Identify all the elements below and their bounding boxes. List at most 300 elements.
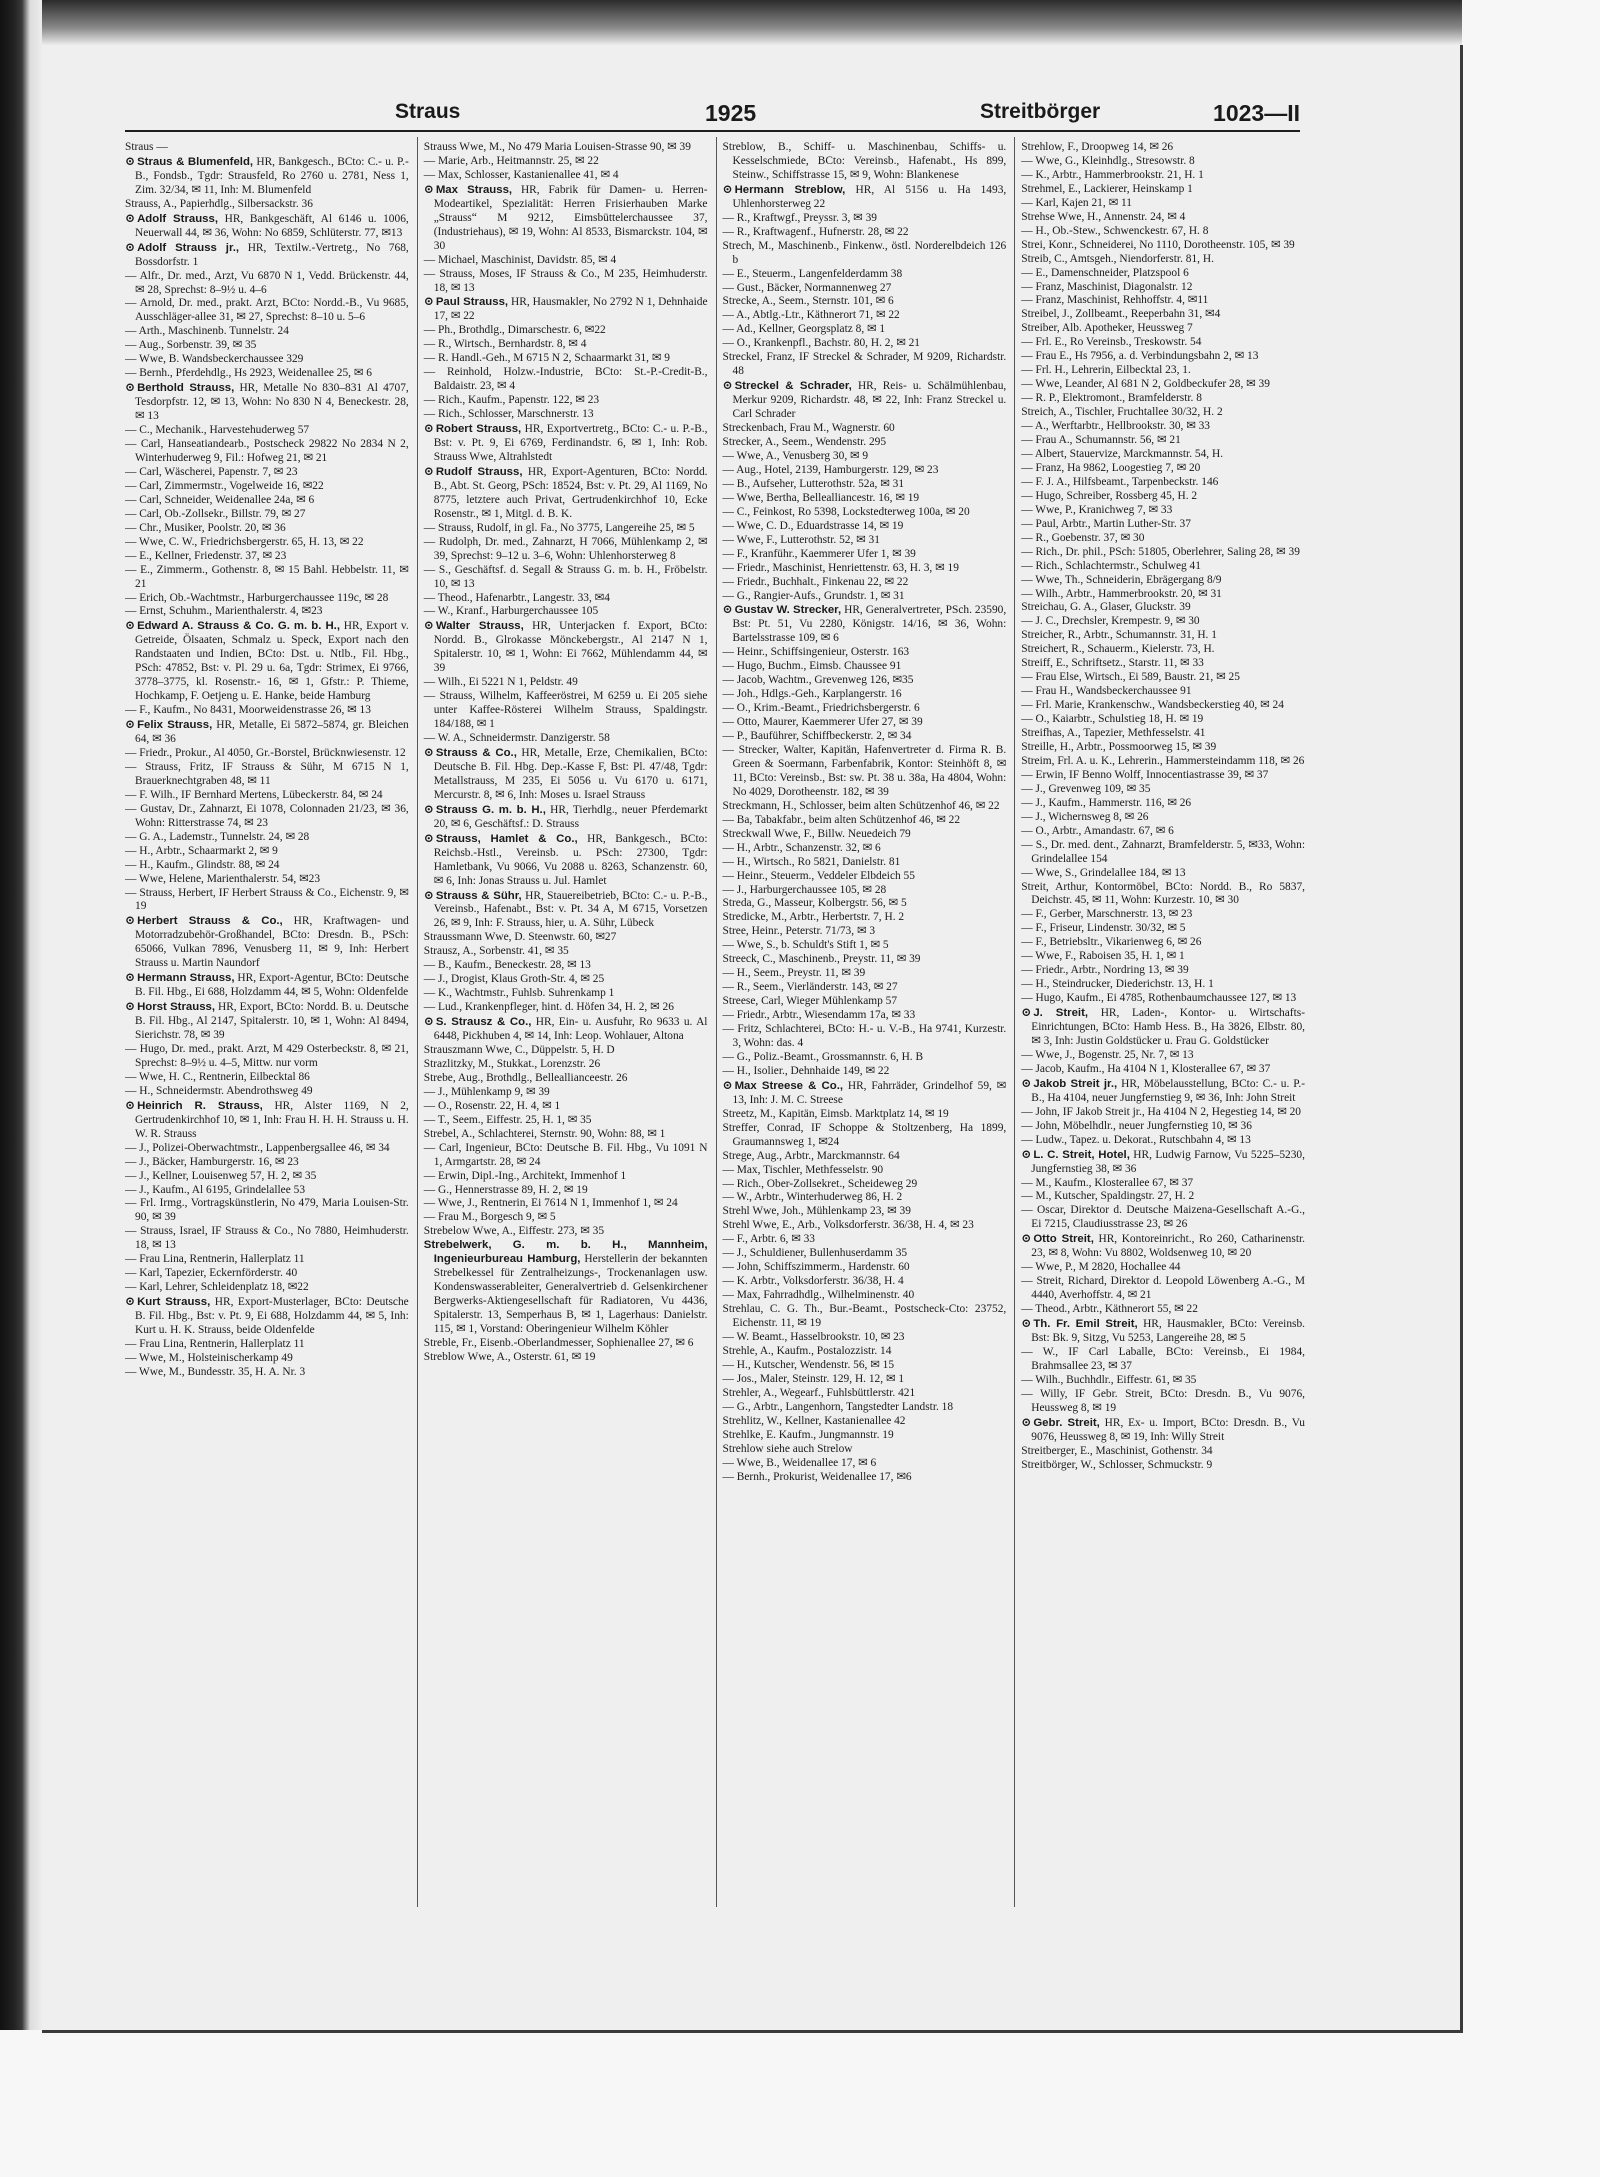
directory-entry — [723, 492, 1007, 506]
entry-text: Streichert, R., Schauerm., Kielerstr. 73, H. — [1021, 643, 1215, 656]
entry-text: Strebelow Wwe, A., Eiffestr. 273, ✉ 35 — [423, 1225, 605, 1238]
entry-text: Wwe, P., Kranichweg 7, ✉ 33 — [1035, 503, 1173, 516]
directory-entry — [424, 522, 708, 536]
entry-text: Strehlau, C. G. Th., Bur.-Beamt., Postscheck-Cto: 23752, Eichenstr. 11, ✉ 19 — [722, 1303, 1007, 1330]
entry-text: Wwe, F., Raboisen 35, H. 1, ✉ 1 — [1035, 950, 1185, 963]
directory-entry — [1021, 239, 1305, 253]
directory-entry — [1021, 1006, 1305, 1049]
directory-entry — [723, 1150, 1007, 1164]
directory-entry — [1021, 629, 1305, 643]
directory-entry — [723, 1079, 1007, 1108]
entry-text: Max, Tischler, Methfesselstr. 90 — [736, 1163, 884, 1176]
entry-text: W. Beamt., Hasselbrookstr. 10, ✉ 23 — [736, 1331, 905, 1344]
entry-text: Carl, Ingenieur, BCto: Deutsche B. Fil. Hbg., Vu 1091 N 1, Armgartstr. 28, ✉ 24 — [433, 1141, 708, 1168]
entry-text: Strehle, A., Kaufm., Postalozzistr. 14 — [722, 1344, 892, 1357]
directory-entry — [1021, 518, 1305, 532]
entry-text: Streim, Frl. A. u. K., Lehrerin., Hammersteindamm 118, ✉ 26 — [1021, 754, 1305, 767]
firm-name: Rudolf Strauss, — [435, 465, 523, 478]
entry-text: Streifhas, A., Tapezier, Methfesselstr. 41 — [1021, 727, 1206, 740]
entry-text: HR, Stauereibetrieb, BCto: C.- u. P.-B., Vereinsb., Hafenabt., Bst: v. Pt. 34 A, M 6715, Vorsetzen 26, ✉ 9, Inh: F. Strauss, hier, u. A. Sühr, Lübeck — [433, 889, 708, 930]
directory-entry — [723, 309, 1007, 323]
directory-entry — [1021, 615, 1305, 629]
entry-text: Franz, Ha 9862, Loogestieg 7, ✉ 20 — [1035, 461, 1201, 474]
entry-text: Gust., Bäcker, Normannenweg 27 — [736, 281, 892, 294]
entry-text: Arth., Maschinenb. Tunnelstr. 24 — [138, 325, 289, 338]
directory-entry — [723, 337, 1007, 351]
directory-entry — [1021, 155, 1305, 169]
directory-entry — [125, 619, 409, 704]
directory-entry — [723, 1009, 1007, 1023]
firm-bullet-icon: ⊙ — [423, 618, 434, 633]
directory-entry — [125, 212, 409, 241]
directory-entry — [424, 394, 708, 408]
directory-entry — [125, 1338, 409, 1352]
directory-entry — [125, 1085, 409, 1099]
entry-text: H., Schneidermstr. Abendrothsweg 49 — [139, 1084, 313, 1097]
directory-entry — [723, 1108, 1007, 1122]
firm-bullet-icon: ⊙ — [423, 421, 434, 436]
entry-text: Strecker, A., Seem., Wendenstr. 295 — [722, 436, 887, 449]
entry-text: Rich., Schlosser, Marschnerstr. 13 — [438, 408, 594, 421]
entry-text: Strehlow, F., Droopweg 14, ✉ 26 — [1021, 141, 1174, 153]
directory-entry — [723, 1233, 1007, 1247]
directory-entry — [723, 911, 1007, 925]
directory-entry — [723, 842, 1007, 856]
directory-entry — [1021, 657, 1305, 671]
directory-entry — [125, 325, 409, 339]
entry-text: Heinr., Schiffsingenieur, Osterstr. 163 — [736, 646, 910, 659]
entry-text: Strehmel, E., Lackierer, Heinskamp 1 — [1021, 182, 1193, 195]
entry-text: Jacob, Kaufm., Ha 4104 N 1, Klosterallee 67, ✉ 37 — [1035, 1062, 1271, 1075]
entry-text: Streese, Carl, Wieger Mühlenkamp 57 — [722, 995, 898, 1008]
entry-text: Ba, Tabakfabr., beim alten Schützenhof 46, ✉ 22 — [736, 813, 961, 826]
firm-name: L. C. Streit, Hotel, — [1033, 1148, 1130, 1161]
entry-text: J., Harburgerchaussee 105, ✉ 28 — [736, 883, 887, 896]
directory-entry — [1021, 1120, 1305, 1134]
directory-entry — [424, 422, 708, 465]
entry-text: Carl, Wäscherei, Papenstr. 7, ✉ 23 — [139, 465, 298, 478]
entry-text: Streckmann, H., Schlosser, beim alten Schützenhof 46, ✉ 22 — [722, 799, 1000, 812]
entry-text: B., Kaufm., Beneckestr. 28, ✉ 13 — [438, 959, 591, 972]
directory-entry — [424, 352, 708, 366]
directory-entry — [125, 522, 409, 536]
entry-text: Frau Lina, Rentnerin, Hallerplatz 11 — [139, 1338, 305, 1351]
directory-entry — [424, 141, 708, 155]
entry-text: Albert, Stauervize, Marckmannstr. 54, H. — [1034, 447, 1224, 460]
directory-entry — [1021, 1106, 1305, 1120]
directory-entry — [723, 351, 1007, 379]
firm-name: Hermann Streblow, — [734, 183, 846, 196]
entry-text: Streille, H., Arbtr., Possmoorweg 15, ✉ 39 — [1021, 740, 1217, 753]
firm-bullet-icon: ⊙ — [423, 294, 434, 309]
directory-entry — [1021, 1261, 1305, 1275]
directory-entry — [125, 605, 409, 619]
entry-text: Strehler, A., Wegearf., Fuhlsbüttlerstr. 421 — [722, 1386, 916, 1399]
entry-text: K., Arbtr., Hammerbrookstr. 21, H. 1 — [1035, 168, 1204, 181]
directory-entry — [1021, 350, 1305, 364]
entry-text: W., IF Carl Laballe, BCto: Vereinsb., Ei 1984, Brahmsallee 23, ✉ 37 — [1031, 1345, 1305, 1372]
directory-entry — [125, 1295, 409, 1338]
entry-text: Wwe, B. Wandsbeckerchaussee 329 — [139, 353, 304, 366]
firm-name: Max Streese & Co., — [734, 1079, 844, 1092]
entry-text: Hugo, Schreiber, Rossberg 45, H. 2 — [1035, 489, 1198, 502]
entry-text: G., Hennerstrasse 89, H. 2, ✉ 19 — [438, 1183, 588, 1196]
directory-entry — [1021, 211, 1305, 225]
firm-name: Adolf Strauss jr., — [137, 241, 240, 254]
entry-text: M., Kaufm., Klosterallee 67, ✉ 37 — [1035, 1176, 1194, 1189]
directory-entry — [1021, 713, 1305, 727]
entry-text: Heinr., Steuerm., Veddeler Elbdeich 55 — [736, 869, 915, 882]
directory-entry — [125, 297, 409, 325]
directory-entry — [1021, 574, 1305, 588]
entry-text: Streffer, Conrad, IF Schoppe & Stoltzenberg, Ha 1899, Graumannsweg 1, ✉24 — [722, 1121, 1007, 1148]
directory-entry — [723, 268, 1007, 282]
entry-text: Chr., Musiker, Poolstr. 20, ✉ 36 — [139, 521, 286, 534]
firm-bullet-icon: ⊙ — [125, 239, 136, 254]
entry-text: Streckel, Franz, IF Streckel & Schrader, M 9209, Richardstr. 48 — [722, 351, 1007, 378]
directory-entry — [125, 141, 409, 155]
directory-entry — [125, 1099, 409, 1142]
directory-entry — [424, 619, 708, 676]
entry-text: Streichau, G. A., Glaser, Gluckstr. 39 — [1021, 601, 1191, 614]
entry-text: H., Steindrucker, Diederichstr. 13, H. 1 — [1035, 978, 1214, 991]
directory-entry — [723, 548, 1007, 562]
directory-entry — [125, 704, 409, 718]
scan-dark-edge — [0, 0, 42, 2030]
entry-text: Rich., Schlachtermstr., Schulweg 41 — [1035, 559, 1201, 572]
directory-entry — [125, 438, 409, 466]
firm-bullet-icon: ⊙ — [1021, 1414, 1032, 1429]
directory-entry — [723, 1023, 1007, 1051]
directory-entry — [125, 789, 409, 803]
directory-entry — [1021, 141, 1305, 155]
firm-bullet-icon: ⊙ — [125, 717, 136, 732]
directory-entry — [424, 732, 708, 746]
entry-text: Ad., Kellner, Georgsplatz 8, ✉ 1 — [736, 323, 886, 336]
column-3 — [716, 137, 1007, 1907]
entry-text: Friedr., Buchhalt., Finkenau 22, ✉ 22 — [736, 575, 909, 588]
entry-text: Rich., Dr. phil., PSch: 51805, Oberlehrer, Saling 28, ✉ 39 — [1035, 545, 1300, 558]
directory-entry — [125, 1142, 409, 1156]
page-number: 1023—II — [1213, 100, 1300, 126]
directory-entry — [1021, 936, 1305, 950]
entry-text: Ph., Brothdlg., Dimarschestr. 6, ✉22 — [438, 324, 606, 337]
directory-entry — [723, 240, 1007, 268]
directory-entry — [1021, 685, 1305, 699]
directory-entry — [723, 828, 1007, 842]
directory-entry — [424, 605, 708, 619]
directory-entry — [1021, 560, 1305, 574]
directory-entry — [1021, 908, 1305, 922]
entry-text: John, Möbelhdlr., neuer Jungfernstieg 10, ✉ 36 — [1035, 1119, 1252, 1132]
entry-text: G., Arbtr., Langenhorn, Tangstedter Landstr. 18 — [736, 1400, 954, 1413]
entry-text: John, Schiffszimmerm., Hardenstr. 60 — [736, 1261, 910, 1274]
directory-entry — [424, 1225, 708, 1239]
directory-entry — [1021, 922, 1305, 936]
directory-entry — [424, 366, 708, 394]
directory-entry — [125, 536, 409, 550]
entry-text: F. J. A., Hilfsbeamt., Tarpenbeckstr. 146 — [1035, 475, 1219, 488]
directory-entry — [1021, 867, 1305, 881]
firm-name: Paul Strauss, — [435, 296, 509, 309]
directory-entry — [723, 534, 1007, 548]
entry-text: Friedr., Arbtr., Wiesendamm 17a, ✉ 33 — [736, 1009, 916, 1022]
directory-entry — [723, 884, 1007, 898]
directory-entry — [125, 803, 409, 831]
directory-entry — [125, 718, 409, 747]
directory-entry — [125, 859, 409, 873]
firm-bullet-icon: ⊙ — [722, 602, 733, 617]
firm-bullet-icon: ⊙ — [125, 618, 136, 633]
entry-text: Strehlow siehe auch Strelow — [722, 1442, 853, 1455]
directory-entry — [723, 450, 1007, 464]
entry-text: O., Rosenstr. 22, H. 4, ✉ 1 — [438, 1099, 561, 1112]
entry-text: Strauss, Moses, IF Strauss & Co., M 235, Heimhuderstr. 18, ✉ 13 — [433, 267, 708, 294]
directory-entry — [723, 212, 1007, 226]
entry-text: H., Ob.-Stew., Schwenckestr. 67, H. 8 — [1035, 224, 1209, 237]
entry-text: O., Kaiarbtr., Schulstieg 18, H. ✉ 19 — [1035, 713, 1204, 726]
entry-text: Wwe, F., Lutterothstr. 52, ✉ 31 — [736, 533, 880, 546]
directory-entry — [1021, 420, 1305, 434]
entry-text: T., Seem., Eiffestr. 25, H. 1, ✉ 35 — [437, 1113, 592, 1126]
firm-bullet-icon: ⊙ — [722, 378, 733, 393]
directory-entry — [723, 674, 1007, 688]
entry-text: Strei, Konr., Schneiderei, No 1110, Dorotheenstr. 105, ✉ 39 — [1021, 238, 1295, 251]
entry-text: HR, Ludwig Farnow, Vu 5225–5230, Jungfernstieg 38, ✉ 36 — [1031, 1148, 1305, 1175]
entry-text: Gustav, Dr., Zahnarzt, Ei 1078, Colonnaden 21/23, ✉ 36, Wohn: Ritterstrasse 74, ✉ 23 — [135, 802, 409, 829]
directory-entry — [723, 953, 1007, 967]
directory-entry — [1021, 1077, 1305, 1106]
directory-entry — [723, 702, 1007, 716]
firm-name: Walter Strauss, — [435, 620, 524, 633]
entry-text: O., Krim.-Beamt., Friedrichsbergerstr. 6 — [736, 702, 920, 715]
entry-text: HR, Al 5156 u. Ha 1493, Uhlenhorsterweg 22 — [732, 183, 1007, 210]
directory-entry — [1021, 811, 1305, 825]
directory-entry — [125, 1043, 409, 1071]
entry-text: J., Wichernsweg 8, ✉ 26 — [1035, 810, 1149, 823]
directory-entry — [1021, 741, 1305, 755]
directory-entry — [723, 660, 1007, 674]
entry-text: Streckwall Wwe, F., Billw. Neuedeich 79 — [722, 827, 911, 840]
entry-text: Alfr., Dr. med., Arzt, Vu 6870 N 1, Vedd. Brückenstr. 44, ✉ 28, Sprechst: 8–9½ u. 4–6 — [135, 269, 409, 296]
entry-text: HR, Metalle, Erze, Chemikalien, BCto: Deutsche B. Fil. Hbg. Dep.-Kasse F, Bst: Pl. 47/48, Tgdr: Metallstrauss, M 235, Ei 5056 u. Vu 6170 u. 6171, Mercurstr. 8, ✉ 6, Inh: Moses u. Israel Strauss — [433, 746, 708, 801]
directory-entry — [125, 1267, 409, 1281]
entry-text: Carl, Ob.-Zollsekr., Billstr. 79, ✉ 27 — [139, 507, 306, 520]
entry-text: Streeck, C., Maschinenb., Preystr. 11, ✉ 39 — [722, 953, 921, 966]
entry-text: H., Kutscher, Wendenstr. 56, ✉ 15 — [736, 1358, 895, 1371]
entry-text: M., Kutscher, Spaldingstr. 27, H. 2 — [1035, 1190, 1195, 1203]
directory-entry — [125, 1225, 409, 1253]
entry-text: Strehl Wwe, E., Arb., Volksdorferstr. 36/38, H. 4, ✉ 23 — [722, 1219, 974, 1232]
entry-text: HR, Tierhdlg., neuer Pferdemarkt 20, ✉ 6, Geschäftsf.: D. Strauss — [433, 803, 708, 830]
directory-entry — [1021, 197, 1305, 211]
entry-text: Strebe, Aug., Brothdlg., Belleallianceestr. 26 — [423, 1071, 628, 1084]
directory-entry — [424, 1239, 708, 1337]
directory-entry — [125, 241, 409, 270]
entry-text: Streblow Wwe, A., Osterstr. 61, ✉ 19 — [423, 1350, 596, 1363]
firm-name: Max Strauss, — [435, 183, 513, 196]
entry-text: Streblow, B., Schiff- u. Maschinenbau, Schiffs- u. Kesselschmiede, BCto: Vereinsb., Hafenabt., Hs 899, Steinw., Schiffstrasse 15, ✉ 9, Wohn: Blankenese — [722, 141, 1007, 181]
directory-entry — [723, 1275, 1007, 1289]
directory-entry — [125, 1184, 409, 1198]
entry-text: HR, Export, BCto: Nordd. B. u. Deutsche B. Fil. Hbg., Al 2147, Spitalerstr. 10, ✉ 1, Wohn: Al 8494, Sierichstr. 78, ✉ 39 — [135, 1001, 409, 1042]
entry-text: J., Kaufm., Al 6195, Grindelallee 53 — [139, 1183, 306, 1196]
directory-entry — [125, 971, 409, 1000]
directory-entry — [723, 183, 1007, 212]
entry-text: O., Arbtr., Amandastr. 67, ✉ 6 — [1035, 824, 1174, 837]
entry-text: Theod., Hafenarbtr., Langestr. 33, ✉4 — [437, 591, 610, 604]
entry-text: J., Grevenweg 109, ✉ 35 — [1035, 782, 1151, 795]
directory-columns — [125, 137, 1305, 1907]
directory-entry — [1021, 462, 1305, 476]
entry-text: Strecke, A., Seem., Sternstr. 101, ✉ 6 — [722, 295, 894, 308]
entry-text: C., Mechanik., Harvestehuderweg 57 — [139, 424, 310, 437]
entry-text: Strehse Wwe, H., Annenstr. 24, ✉ 4 — [1021, 210, 1186, 223]
entry-text: HR, Unterjacken f. Export, BCto: Nordd. B., Glrokasse Mönckebergstr., Al 2147 N 1, Spitalerstr. 10, ✉ 1, Wohn: Ei 7662, Mühlendamm 44, ✉ 39 — [433, 620, 708, 675]
entry-text: HR, Exportvertretg., BCto: C.- u. P.-B., Bst: v. Pt. 9, Ei 6769, Ferdinandstr. 6, ✉ 1, Inh: Rob. Strauss Wwe, Altrahlstedt — [433, 423, 708, 463]
directory-entry — [723, 1443, 1007, 1457]
directory-entry — [723, 1471, 1007, 1485]
directory-entry — [1021, 267, 1305, 281]
directory-entry — [723, 464, 1007, 478]
directory-entry — [125, 381, 409, 424]
entry-text: Rich., Kaufm., Papenstr. 122, ✉ 23 — [438, 394, 600, 407]
directory-entry — [723, 422, 1007, 436]
firm-name: Kurt Strauss, — [137, 1296, 211, 1309]
directory-entry — [424, 1337, 708, 1351]
entry-text: Herstellerin der bekannten Strebelkessel für Zentralheizungs-, Trockenanlagen usw. Kondenswasserableiter, Generalvertrieb d. Gelsenkirchener Bergwerks-Aktiengesellschaft für Radiatoren, Vu 4436, Spitalerstr. 13, Semperhaus B, ✉ 1, Lagerhaus: Danielstr. 115, ✉ 1, Vorstand: Oberingenieur Wilhelm Köhler — [433, 1253, 708, 1336]
entry-text: Theod., Arbtr., Käthnerort 55, ✉ 22 — [1035, 1303, 1198, 1316]
entry-text: Wwe, P., M 2820, Hochallee 44 — [1035, 1261, 1181, 1274]
entry-text: J., Bäcker, Hamburgerstr. 16, ✉ 23 — [139, 1155, 299, 1168]
entry-text: HR, Alster 1169, N 2, Gertrudenkirchhof 10, ✉ 1, Inh: Frau H. H. H. Strauss u. H. W. R. Strauss — [135, 1099, 409, 1140]
entry-text: Strauss Wwe, M., No 479 Maria Louisen-Strasse 90, ✉ 39 — [423, 141, 691, 153]
directory-entry — [424, 746, 708, 803]
firm-bullet-icon: ⊙ — [1021, 1231, 1032, 1246]
firm-name: Edward A. Strauss & Co. G. m. b. H., — [137, 620, 341, 633]
entry-text: Strauss, Rudolf, in gl. Fa., No 3775, Langereihe 25, ✉ 5 — [438, 521, 695, 534]
directory-entry — [723, 141, 1007, 183]
entry-text: Frau H., Wandsbeckerchaussee 91 — [1035, 685, 1192, 698]
entry-text: Frl. Marie, Krankenschw., Wandsbeckerstieg 40, ✉ 24 — [1035, 699, 1284, 712]
entry-text: Max, Fahrradhdlg., Wilhelminenstr. 40 — [736, 1289, 915, 1302]
entry-text: Wwe, Helene, Marienthalerstr. 54, ✉23 — [139, 872, 321, 885]
firm-name: Heinrich R. Strauss, — [137, 1099, 263, 1112]
entry-text: R., Seem., Vierländerstr. 143, ✉ 27 — [736, 981, 898, 994]
directory-entry — [424, 254, 708, 268]
entry-text: Erwin, Dipl.-Ing., Architekt, Immenhof 1 — [438, 1169, 627, 1182]
directory-entry — [424, 1001, 708, 1015]
directory-entry — [723, 1205, 1007, 1219]
directory-entry — [1021, 322, 1305, 336]
entry-text: HR, Hausmakler, No 2792 N 1, Dehnhaide 17, ✉ 22 — [433, 296, 708, 323]
entry-text: W. A., Schneidermstr. Danzigerstr. 58 — [437, 732, 610, 745]
directory-entry — [125, 550, 409, 564]
directory-entry — [424, 1211, 708, 1225]
entry-text: G., Poliz.-Beamt., Grossmannstr. 6, H. B — [736, 1050, 924, 1063]
directory-entry — [125, 1352, 409, 1366]
directory-entry — [1021, 434, 1305, 448]
directory-entry — [723, 576, 1007, 590]
entry-text: Strecker, Walter, Kapitän, Hafenvertreter d. Firma R. B. Green & Soermann, Farbenfabrik, Kontor: Steinhöft 8, ✉ 11, BCto: Vereinsb., Bst: sw. Pt. 38 u. 38a, Ha 4804, Wohn: No 4029, Dorotheenstr. 182, ✉ 39 — [732, 743, 1007, 798]
entry-text: Hugo, Kaufm., Ei 4785, Rothenbaumchaussee 127, ✉ 13 — [1035, 992, 1297, 1005]
directory-entry — [1021, 253, 1305, 267]
entry-text: Strauss, Israel, IF Strauss & Co., No 7880, Heimhuderstr. 18, ✉ 13 — [135, 1225, 409, 1252]
entry-text: G. A., Lademstr., Tunnelstr. 24, ✉ 28 — [139, 830, 310, 843]
firm-name: Streckel & Schrader, — [734, 380, 852, 393]
firm-name: S. Strausz & Co., — [435, 1016, 532, 1029]
directory-entry — [723, 856, 1007, 870]
entry-text: Wwe, H. C., Rentnerin, Eilbecktal 86 — [139, 1070, 310, 1083]
entry-text: Streetz, M., Kapitän, Eimsb. Marktplatz 14, ✉ 19 — [722, 1107, 949, 1120]
entry-text: Friedr., Prokur., Al 4050, Gr.-Borstel, Brücknwiesenstr. 12 — [139, 746, 406, 759]
entry-text: HR, Kontoreinricht., Ro 260, Catharinenstr. 23, ✉ 8, Wohn: Vu 8802, Woldsenweg 10, ✉ 20 — [1031, 1233, 1305, 1260]
directory-entry — [1021, 671, 1305, 685]
entry-text: Wwe, G., Kleinhdlg., Stresowstr. 8 — [1035, 154, 1195, 167]
entry-text: HR, Metalle, Ei 5872–5874, gr. Bleichen 64, ✉ 36 — [135, 719, 409, 746]
entry-text: Oscar, Direktor d. Deutsche Maizena-Gesellschaft A.-G., Ei 7215, Claudiusstrasse 23, ✉ 26 — [1031, 1204, 1305, 1231]
entry-text: Streitberger, E., Maschinist, Gothenstr. 34 — [1021, 1444, 1213, 1457]
directory-entry — [1021, 699, 1305, 713]
entry-text: Strauss, A., Papierhdlg., Silbersackstr. 36 — [125, 197, 313, 210]
entry-text: Wilh., Ei 5221 N 1, Peldstr. 49 — [437, 676, 578, 689]
directory-entry — [125, 1281, 409, 1295]
directory-entry — [1021, 490, 1305, 504]
directory-entry — [1021, 364, 1305, 378]
firm-bullet-icon: ⊙ — [125, 210, 136, 225]
header-rule — [125, 130, 1300, 132]
directory-entry — [125, 873, 409, 887]
entry-text: Streiff, E., Schriftsetz., Starstr. 11, ✉ 33 — [1021, 657, 1204, 670]
firm-bullet-icon: ⊙ — [1021, 1005, 1032, 1020]
entry-text: Bernh., Prokurist, Weidenallee 17, ✉6 — [736, 1470, 912, 1483]
entry-text: H., Kaufm., Glindstr. 88, ✉ 24 — [139, 858, 280, 871]
directory-entry — [723, 1303, 1007, 1331]
firm-name: Robert Strauss, — [435, 423, 522, 436]
directory-entry — [723, 939, 1007, 953]
entry-text: Wwe, Bertha, Bellealliancestr. 16, ✉ 19 — [736, 491, 920, 504]
entry-text: Streicher, R., Arbtr., Schumannstr. 31, H. 1 — [1021, 629, 1217, 642]
entry-text: HR, Metalle No 830–831 Al 4707, Tesdorpfstr. 12, ✉ 13, Wohn: No 830 N 4, Beneckestr. 28, ✉ 13 — [135, 382, 409, 423]
entry-text: Streiber, Alb. Apotheker, Heussweg 7 — [1021, 322, 1193, 335]
directory-entry — [424, 183, 708, 254]
directory-entry — [723, 379, 1007, 422]
entry-text: Fritz, Schlachterei, BCto: H.- u. V.-B., Ha 9741, Kurzestr. 3, Wohn: das. 4 — [732, 1023, 1007, 1049]
directory-entry — [424, 676, 708, 690]
entry-text: Frl. H., Lehrerin, Eilbecktal 23, 1. — [1035, 364, 1191, 377]
directory-entry — [424, 1100, 708, 1114]
directory-entry — [723, 1345, 1007, 1359]
firm-name: Hermann Strauss, — [137, 972, 235, 985]
directory-entry — [424, 1114, 708, 1128]
entry-text: Straus — — [125, 141, 168, 153]
directory-entry — [723, 1051, 1007, 1065]
entry-text: HR, Fahrräder, Grindelhof 59, ✉ 13, Inh: J. M. C. Streese — [732, 1079, 1007, 1106]
directory-entry — [723, 323, 1007, 337]
firm-bullet-icon: ⊙ — [125, 1294, 136, 1309]
firm-name: Otto Streit, — [1033, 1233, 1094, 1246]
directory-entry — [1021, 336, 1305, 350]
directory-entry — [723, 1457, 1007, 1471]
entry-text: Frau A., Schumannstr. 56, ✉ 21 — [1035, 434, 1181, 447]
directory-entry — [424, 465, 708, 522]
entry-text: Reinhold, Holzw.-Industrie, BCto: St.-P.-Credit-B., Baldaistr. 23, ✉ 4 — [433, 366, 708, 393]
directory-entry — [723, 1178, 1007, 1192]
entry-text: J., Kaufm., Hammerstr. 116, ✉ 26 — [1035, 796, 1192, 809]
directory-entry — [1021, 1134, 1305, 1148]
directory-entry — [424, 959, 708, 973]
firm-bullet-icon: ⊙ — [423, 887, 434, 902]
